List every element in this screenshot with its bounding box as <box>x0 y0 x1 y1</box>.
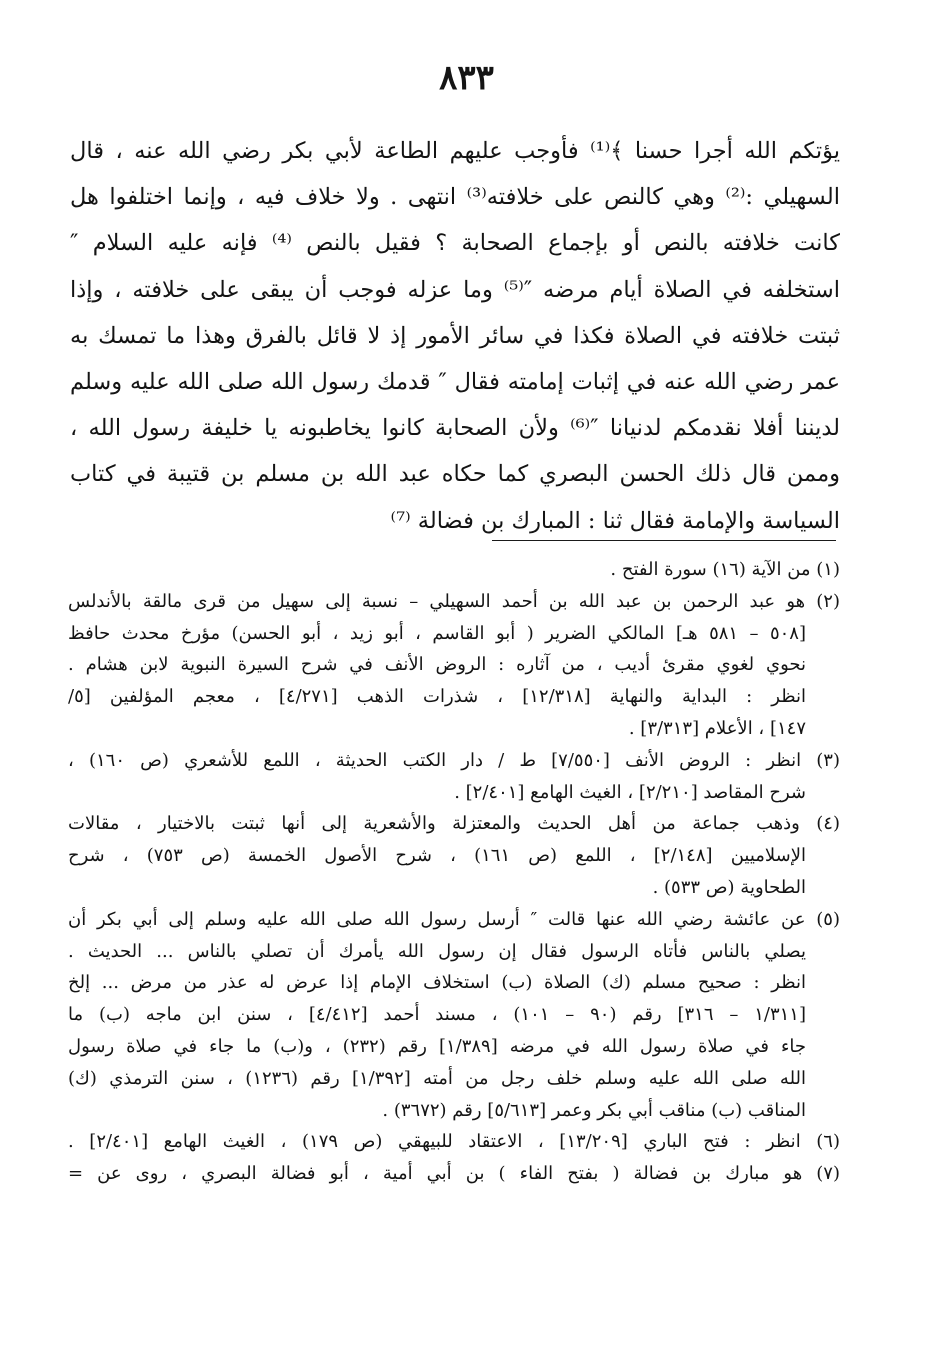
footnotes <box>68 554 840 1190</box>
body-line: عمر رضي الله عنه في إثبات إمامته فقال ″ قدمك رسول الله صلى الله عليه وسلم <box>70 368 840 395</box>
body-line: وممن قال ذلك الحسن البصري كما حكاه عبد الله بن مسلم بن قتيبة في كتاب <box>70 461 840 488</box>
footnote-5: (٥) عن عائشة رضي الله عنها قالت ″ أرسل رسول الله صلى الله عليه وسلم إلى أبي بكر أن <box>68 908 840 930</box>
body-line: ثبتت خلافته في الصلاة فكذا في سائر الأمور إذ لا قائل بالفرق وهذا ما تمسك به <box>70 322 840 349</box>
footnote-1: (١) من الآية (١٦) سورة الفتح . <box>610 559 840 580</box>
main-text <box>70 128 840 544</box>
body-line: السهيلي :⁽²⁾ وهي كالنص على خلافته⁽³⁾ انتهى . ولا خلاف فيه ، وإنما اختلفوا هل <box>70 184 840 211</box>
body-line: استخلفه في الصلاة أيام مرضه ″⁽⁵⁾ وما عزله فوجب أن يبقى على خلافته ، وإذا <box>70 276 840 303</box>
footnote-6: (٦) انظر : فتح الباري [١٣/٢٠٩] ، الاعتقاد للبيهقي (ص ١٧٩) ، الغيث الهامع [٢/٤٠١] . <box>68 1131 840 1153</box>
footnote-2-line: نحوي لغوي مقرئ أديب ، من آثاره : الروض الأنف في شرح السيرة النبوية لابن هشام . <box>68 654 806 676</box>
page-number: ٨٣٣ <box>439 58 494 98</box>
footnote-5-line: المناقب (ب) مناقب أبي بكر وعمر [٥/٦١٣] رقم (٣٦٧٢) . <box>382 1099 806 1121</box>
footnote-5-line: الله صلى الله عليه وسلم خلف رجل من أمته [١/٣٩٢] رقم (١٢٣٦) ، سنن الترمذي (ك) <box>68 1067 807 1089</box>
footnote-2-line: انظر : البداية والنهاية [١٢/٣١٨] ، شذرات الذهب [٤/٢٧١] ، معجم المؤلفين [٥/ <box>68 686 806 708</box>
body-line: كانت خلافته بالنص أو بإجماع الصحابة ؟ فقيل بالنص ⁽⁴⁾ فإنه عليه السلام ″ <box>70 230 840 257</box>
footnote-5-line: انظر : صحيح مسلم (ك) الصلاة (ب) استخلاف الإمام إذا عرض له عذر من مرض ... إلخ <box>68 972 806 994</box>
footnote-3: (٣) انظر : الروض الأنف [٧/٥٥٠] ط / دار الكتب الحديثة ، اللمع للأشعري (ص ١٦٠) ، <box>68 749 840 771</box>
body-line: يؤتكم الله أجرا حسنا ﴾⁽¹⁾ فأوجب عليهم الطاعة لأبي بكر رضي الله عنه ، قال <box>70 138 840 164</box>
footnote-4-line: الطحاوية (ص ٥٣٣) . <box>652 876 806 898</box>
body-line: السياسة والإمامة فقال ثنا : المبارك بن فضالة ⁽⁷⁾ <box>390 507 840 534</box>
footnote-5-line: يصلي بالناس فأتاه الرسول فقال إن رسول الله يأمرك أن تصلي بالناس ... الحديث . <box>68 940 806 962</box>
footnote-2-line: ١٤٧] ، الأعلام [٣/٣١٣] . <box>628 717 806 739</box>
footnote-3-line: شرح المقاصد [٢/٢١٠] ، الغيث الهامع [٢/٤٠١] . <box>454 781 806 803</box>
footnote-5-line: [١/٣١١ – ٣١٦] رقم (٩٠ – ١٠١) ، مسند أحمد [٤/٤١٢] ، سنن ابن ماجه (ب) ما <box>68 1004 806 1026</box>
footnote-4: (٤) وذهب جماعة من أهل الحديث والمعتزلة والأشعرية إلى أنها ثبتت بالاختيار ، مقالات <box>68 813 840 835</box>
body-line: لديننا أفلا نقدمكم لدنيانا ″⁽⁶⁾ ولأن الصحابة كانوا يخاطبونه يا خليفة رسول الله ، <box>70 415 840 442</box>
footnote-divider <box>492 540 836 541</box>
footnote-4-line: الإسلاميين [٢/١٤٨] ، اللمع (ص ١٦١) ، شرح الأصول الخمسة (ص ٧٥٣) ، شرح <box>68 845 807 867</box>
footnote-5-line: جاء في صلاة رسول الله في مرضه [١/٣٨٩] رقم (٢٣٢) ، و(ب) ما جاء في صلاة رسول <box>68 1035 807 1057</box>
footnote-7: (٧) هو مبارك بن فضالة ( بفتح الفاء ) بن أبي أمية ، أبو فضالة البصري ، روى عن = <box>68 1163 840 1185</box>
footnote-2: (٢) هو عبد الرحمن بن عبد الله بن أحمد السهيلي – نسبة إلى سهيل من قرى مالقة بالأندلس <box>68 590 840 612</box>
footnote-2-line: [٥٠٨ – ٥٨١ هـ] المالكي الضرير ( أبو القاسم ، أبو زيد ، أبو الحسن) مؤرخ محدث حافظ <box>68 622 806 644</box>
